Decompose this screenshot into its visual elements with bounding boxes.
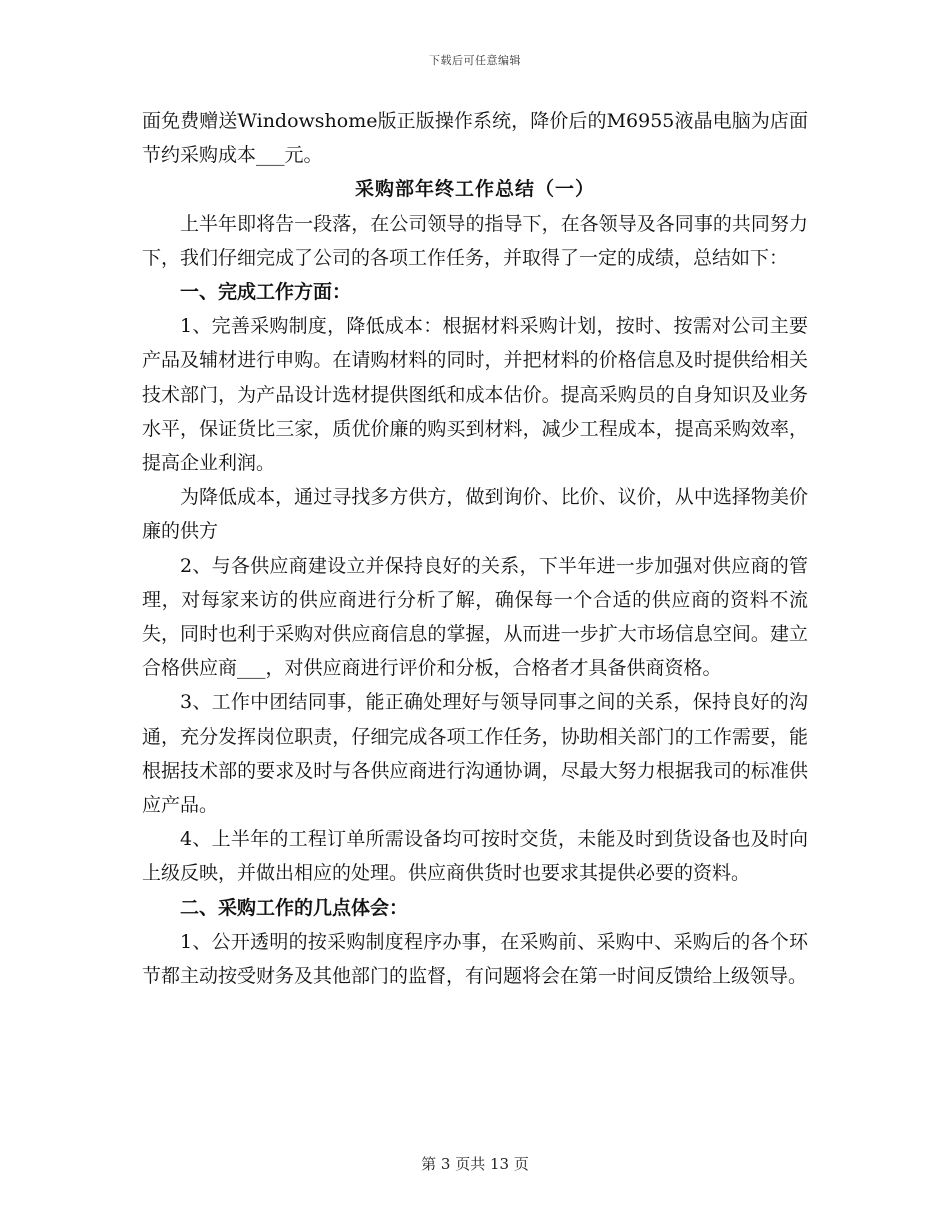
section1-item-1-note: 为降低成本，通过寻找多方供方，做到询价、比价、议价，从中选择物美价廉的供方 xyxy=(142,486,808,543)
continued-paragraph: 面免费赠送Windowshome版正版操作系统，降价后的M6955液晶电脑为店面节约采购成本___元。 xyxy=(142,110,808,167)
section1-item-1: 1、完善采购制度，降低成本：根据材料采购计划，按时、按需对公司主要产品及辅材进行申购。在请购材料的同时，并把材料的价格信息及时提供给相关技术部门，为产品设计选材提供图纸和成本估价。提高采购员的自身知识及业务水平，保证货比三家，质优价廉的购买到材料，减少工程成本，提高采购效率，提高企业利润。 xyxy=(142,315,808,475)
intro-paragraph: 上半年即将告一段落，在公司领导的指导下，在各领导及各同事的共同努力下，我们仔细完成了公司的各项工作任务，并取得了一定的成绩，总结如下： xyxy=(142,212,808,269)
section-heading-1: 一、完成工作方面： xyxy=(180,281,352,304)
page-header: 下载后可任意编辑 xyxy=(429,54,521,67)
section1-item-3: 3、工作中团结同事，能正确处理好与领导同事之间的关系，保持良好的沟通，充分发挥岗位职责，仔细完成各项工作任务，协助相关部门的工作需要，能根据技术部的要求及时与各供应商进行沟通协调，尽最大努力根据我司的标准供应产品。 xyxy=(142,691,808,817)
section1-item-4: 4、上半年的工程订单所需设备均可按时交货，未能及时到货设备也及时向上级反映，并做出相应的处理。供应商供货时也要求其提供必要的资料。 xyxy=(142,828,808,885)
document-title: 采购部年终工作总结（一） xyxy=(354,178,595,201)
section1-item-2: 2、与各供应商建设立并保持良好的关系，下半年进一步加强对供应商的管理，对每家来访的供应商进行分析了解，确保每一个合适的供应商的资料不流失，同时也利于采购对供应商信息的掌握，从而进一步扩大市场信息空间。建立合格供应商___，对供应商进行评价和分板，合格者才具备供商资格。 xyxy=(142,554,808,680)
document-body xyxy=(142,104,808,993)
section2-item-1: 1、公开透明的按采购制度程序办事，在采购前、采购中、采购后的各个环节都主动按受财务及其他部门的监督，有问题将会在第一时间反馈给上级领导。 xyxy=(142,930,808,988)
page-number: 第 3 页共 13 页 xyxy=(421,1155,529,1173)
section-heading-2: 二、采购工作的几点体会： xyxy=(180,896,409,919)
